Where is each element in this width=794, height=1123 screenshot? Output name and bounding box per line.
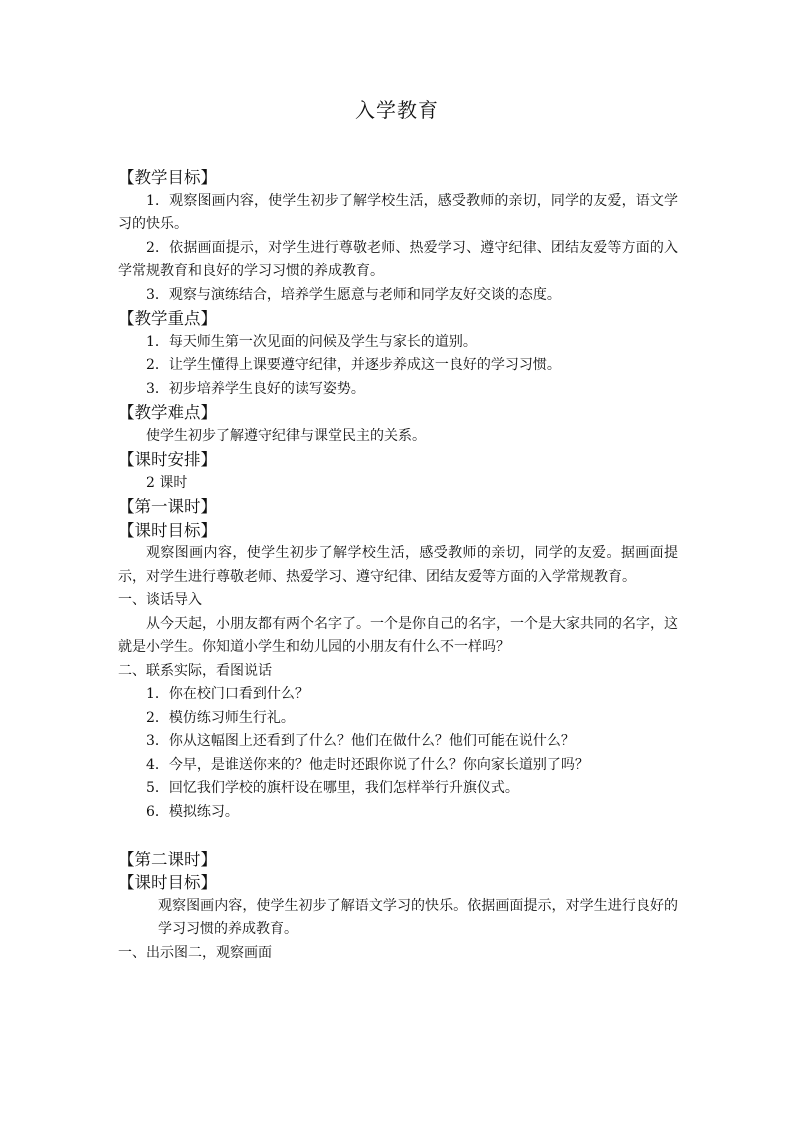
key-point-item: 2．让学生懂得上课要遵守纪律，并逐步养成这一良好的学习习惯。 bbox=[146, 357, 561, 373]
lesson1-question: 1．你在校门口看到什么？ bbox=[146, 686, 309, 702]
lesson1-question: 5．回忆我们学校的旗杆设在哪里，我们怎样举行升旗仪式。 bbox=[146, 780, 519, 796]
blank-line bbox=[118, 824, 678, 848]
lesson2-goal-heading: 【课时目标】 bbox=[118, 873, 217, 892]
lesson1-question: 3．你从这幅图上还看到了什么？他们在做什么？他们可能在说什么？ bbox=[146, 733, 575, 749]
goal-item: 2．依据画面提示，对学生进行尊敬老师、热爱学习、遵守纪律、团结友爱等方面的入学常规教育和良好的学习习惯的养成教育。 bbox=[118, 239, 678, 279]
lesson2-heading: 【第二课时】 bbox=[118, 849, 217, 869]
lesson1-question: 6．模拟练习。 bbox=[146, 803, 239, 820]
lesson1-part1-title: 一、谈话导入 bbox=[118, 592, 202, 608]
goal-item: 1．观察图画内容，使学生初步了解学校生活，感受教师的亲切，同学的友爱，语文学习的快乐。 bbox=[118, 192, 678, 232]
lesson1-goal-text: 观察图画内容，使学生初步了解学校生活，感受教师的亲切，同学的友爱。据画面提示，对学生进行尊敬老师、热爱学习、遵守纪律、团结友爱等方面的入学常规教育。 bbox=[118, 545, 678, 585]
key-points-heading: 【教学重点】 bbox=[118, 309, 217, 328]
goal-item: 3．观察与演练结合，培养学生愿意与老师和同学友好交谈的态度。 bbox=[146, 286, 561, 303]
difficulty-text: 使学生初步了解遵守纪律与课堂民主的关系。 bbox=[146, 427, 426, 444]
difficulty-heading: 【教学难点】 bbox=[118, 403, 217, 422]
schedule-text: 2 课时 bbox=[146, 474, 188, 491]
key-point-item: 1．每天师生第一次见面的问候及学生与家长的道别。 bbox=[146, 333, 477, 350]
lesson2-goal-text: 观察图画内容，使学生初步了解语文学习的快乐。依据画面提示，对学生进行良好的学习习惯的养成教育。 bbox=[158, 897, 678, 937]
page-title: 入学教育 bbox=[355, 98, 439, 122]
lesson1-question: 2．模仿练习师生行礼。 bbox=[146, 709, 295, 726]
lesson1-question: 4．今早，是谁送你来的？他走时还跟你说了什么？你向家长道别了吗？ bbox=[146, 756, 589, 773]
lesson1-goal-heading: 【课时目标】 bbox=[118, 520, 217, 540]
document-body bbox=[118, 166, 678, 965]
lesson1-heading: 【第一课时】 bbox=[118, 497, 217, 516]
key-point-item: 3．初步培养学生良好的读写姿势。 bbox=[146, 380, 365, 397]
lesson2-part1-title: 一、出示图二，观察画面 bbox=[118, 944, 272, 961]
lesson1-part1-text: 从今天起，小朋友都有两个名字了。一个是你自己的名字，一个是大家共同的名字，这就是小学生。你知道小学生和幼儿园的小朋友有什么不一样吗？ bbox=[118, 615, 678, 655]
goals-heading: 【教学目标】 bbox=[118, 168, 217, 187]
lesson1-part2-title: 二、联系实际，看图说话 bbox=[118, 662, 272, 679]
schedule-heading: 【课时安排】 bbox=[118, 450, 217, 469]
